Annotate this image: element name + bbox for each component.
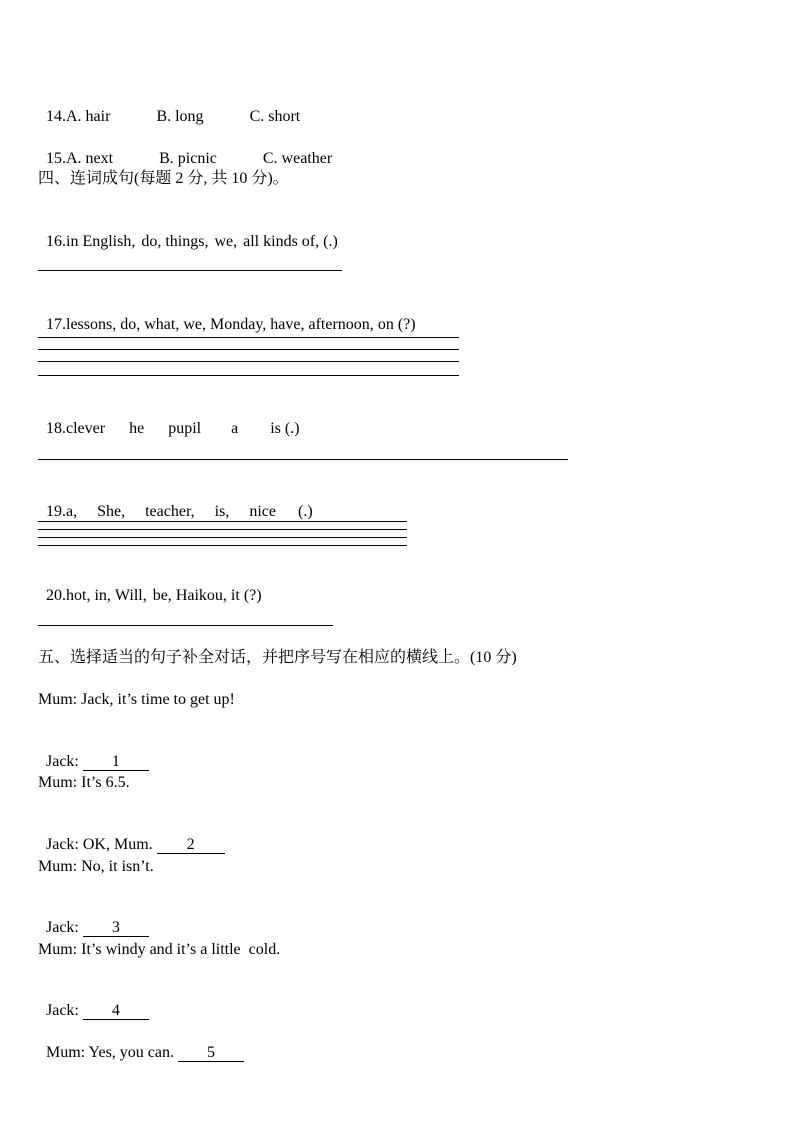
word: Haikou, [175,587,227,604]
answer-line [38,337,459,338]
option-a: A. hair [66,108,111,125]
word: we, [214,233,238,250]
word: on [377,316,394,333]
answer-line [38,625,333,626]
word: things, [165,233,209,250]
option-a: A. next [66,150,114,167]
dialogue-line [38,981,149,1021]
word: teacher, [145,503,195,520]
answer-line [38,375,459,376]
word: have, [270,316,305,333]
answer-line [38,361,459,362]
speaker-prefix: Jack: OK, Mum. [46,836,157,853]
question-14 [38,87,300,127]
speaker-prefix: Jack: [46,753,83,770]
word: (?) [397,316,416,333]
dialogue-line [38,815,225,855]
word: what, [144,316,180,333]
question-19 [38,482,313,522]
word: Monday, [210,316,267,333]
word: in, [94,587,111,604]
word: in English, [66,233,136,250]
word: be, [152,587,172,604]
dialogue-line [38,732,149,772]
answer-blank[interactable]: 3 [83,919,149,937]
speaker-prefix: Jack: [46,919,83,936]
question-18 [38,399,300,439]
word: lessons, [66,316,117,333]
word: (?) [243,587,262,604]
word: (.) [323,233,338,250]
speaker-prefix: Mum: Yes, you can. [46,1044,179,1061]
answer-blank[interactable]: 1 [83,753,149,771]
section-4-title: 四、连词成句(每题 2 分, 共 10 分)。 [38,170,289,187]
word: (.) [297,503,313,520]
word: do, [141,233,162,250]
answer-line [38,270,342,271]
question-number: 16. [46,233,66,250]
answer-blank[interactable]: 2 [157,836,225,854]
answer-line [38,545,407,546]
option-b: B. long [156,108,204,125]
question-15 [38,129,332,169]
answer-line [38,537,407,538]
dialogue-line: Mum: Jack, it’s time to get up! [38,691,235,708]
answer-blank[interactable]: 5 [178,1044,244,1062]
word: we, [183,316,206,333]
word: a, [66,503,78,520]
word: pupil [168,420,202,437]
word: he [129,420,145,437]
word: clever [66,420,106,437]
question-number: 17. [46,316,66,333]
dialogue-line [38,1023,244,1063]
option-c: C. short [249,108,301,125]
answer-line [38,459,568,460]
section-5-title: 五、选择适当的句子补全对话，并把序号写在相应的横线上。(10 分) [38,649,517,666]
dialogue-line: Mum: No, it isn’t. [38,858,154,875]
question-17 [38,295,416,335]
answer-line [38,349,459,350]
question-number: 20. [46,587,66,604]
question-20 [38,566,262,606]
option-b: B. picnic [159,150,217,167]
question-number: 19. [46,503,66,520]
word: it [230,587,240,604]
answer-blank[interactable]: 4 [83,1002,149,1020]
speaker-prefix: Jack: [46,1002,83,1019]
answer-line [38,529,407,530]
word: nice [249,503,276,520]
question-number: 18. [46,420,66,437]
question-number: 15. [46,150,66,167]
word: hot, [66,587,91,604]
word: afternoon, [308,316,374,333]
dialogue-line [38,898,149,938]
option-c: C. weather [262,150,333,167]
word: a [231,420,239,437]
word: She, [97,503,126,520]
question-16 [38,212,338,252]
dialogue-line: Mum: It’s 6.5. [38,774,130,791]
word: all kinds of, [243,233,320,250]
question-number: 14. [46,108,66,125]
answer-line [38,521,407,522]
dialogue-line: Mum: It’s windy and it’s a little cold. [38,941,281,958]
word: do, [120,316,141,333]
word: is (.) [270,420,300,437]
word: is, [214,503,230,520]
word: Will, [114,587,147,604]
